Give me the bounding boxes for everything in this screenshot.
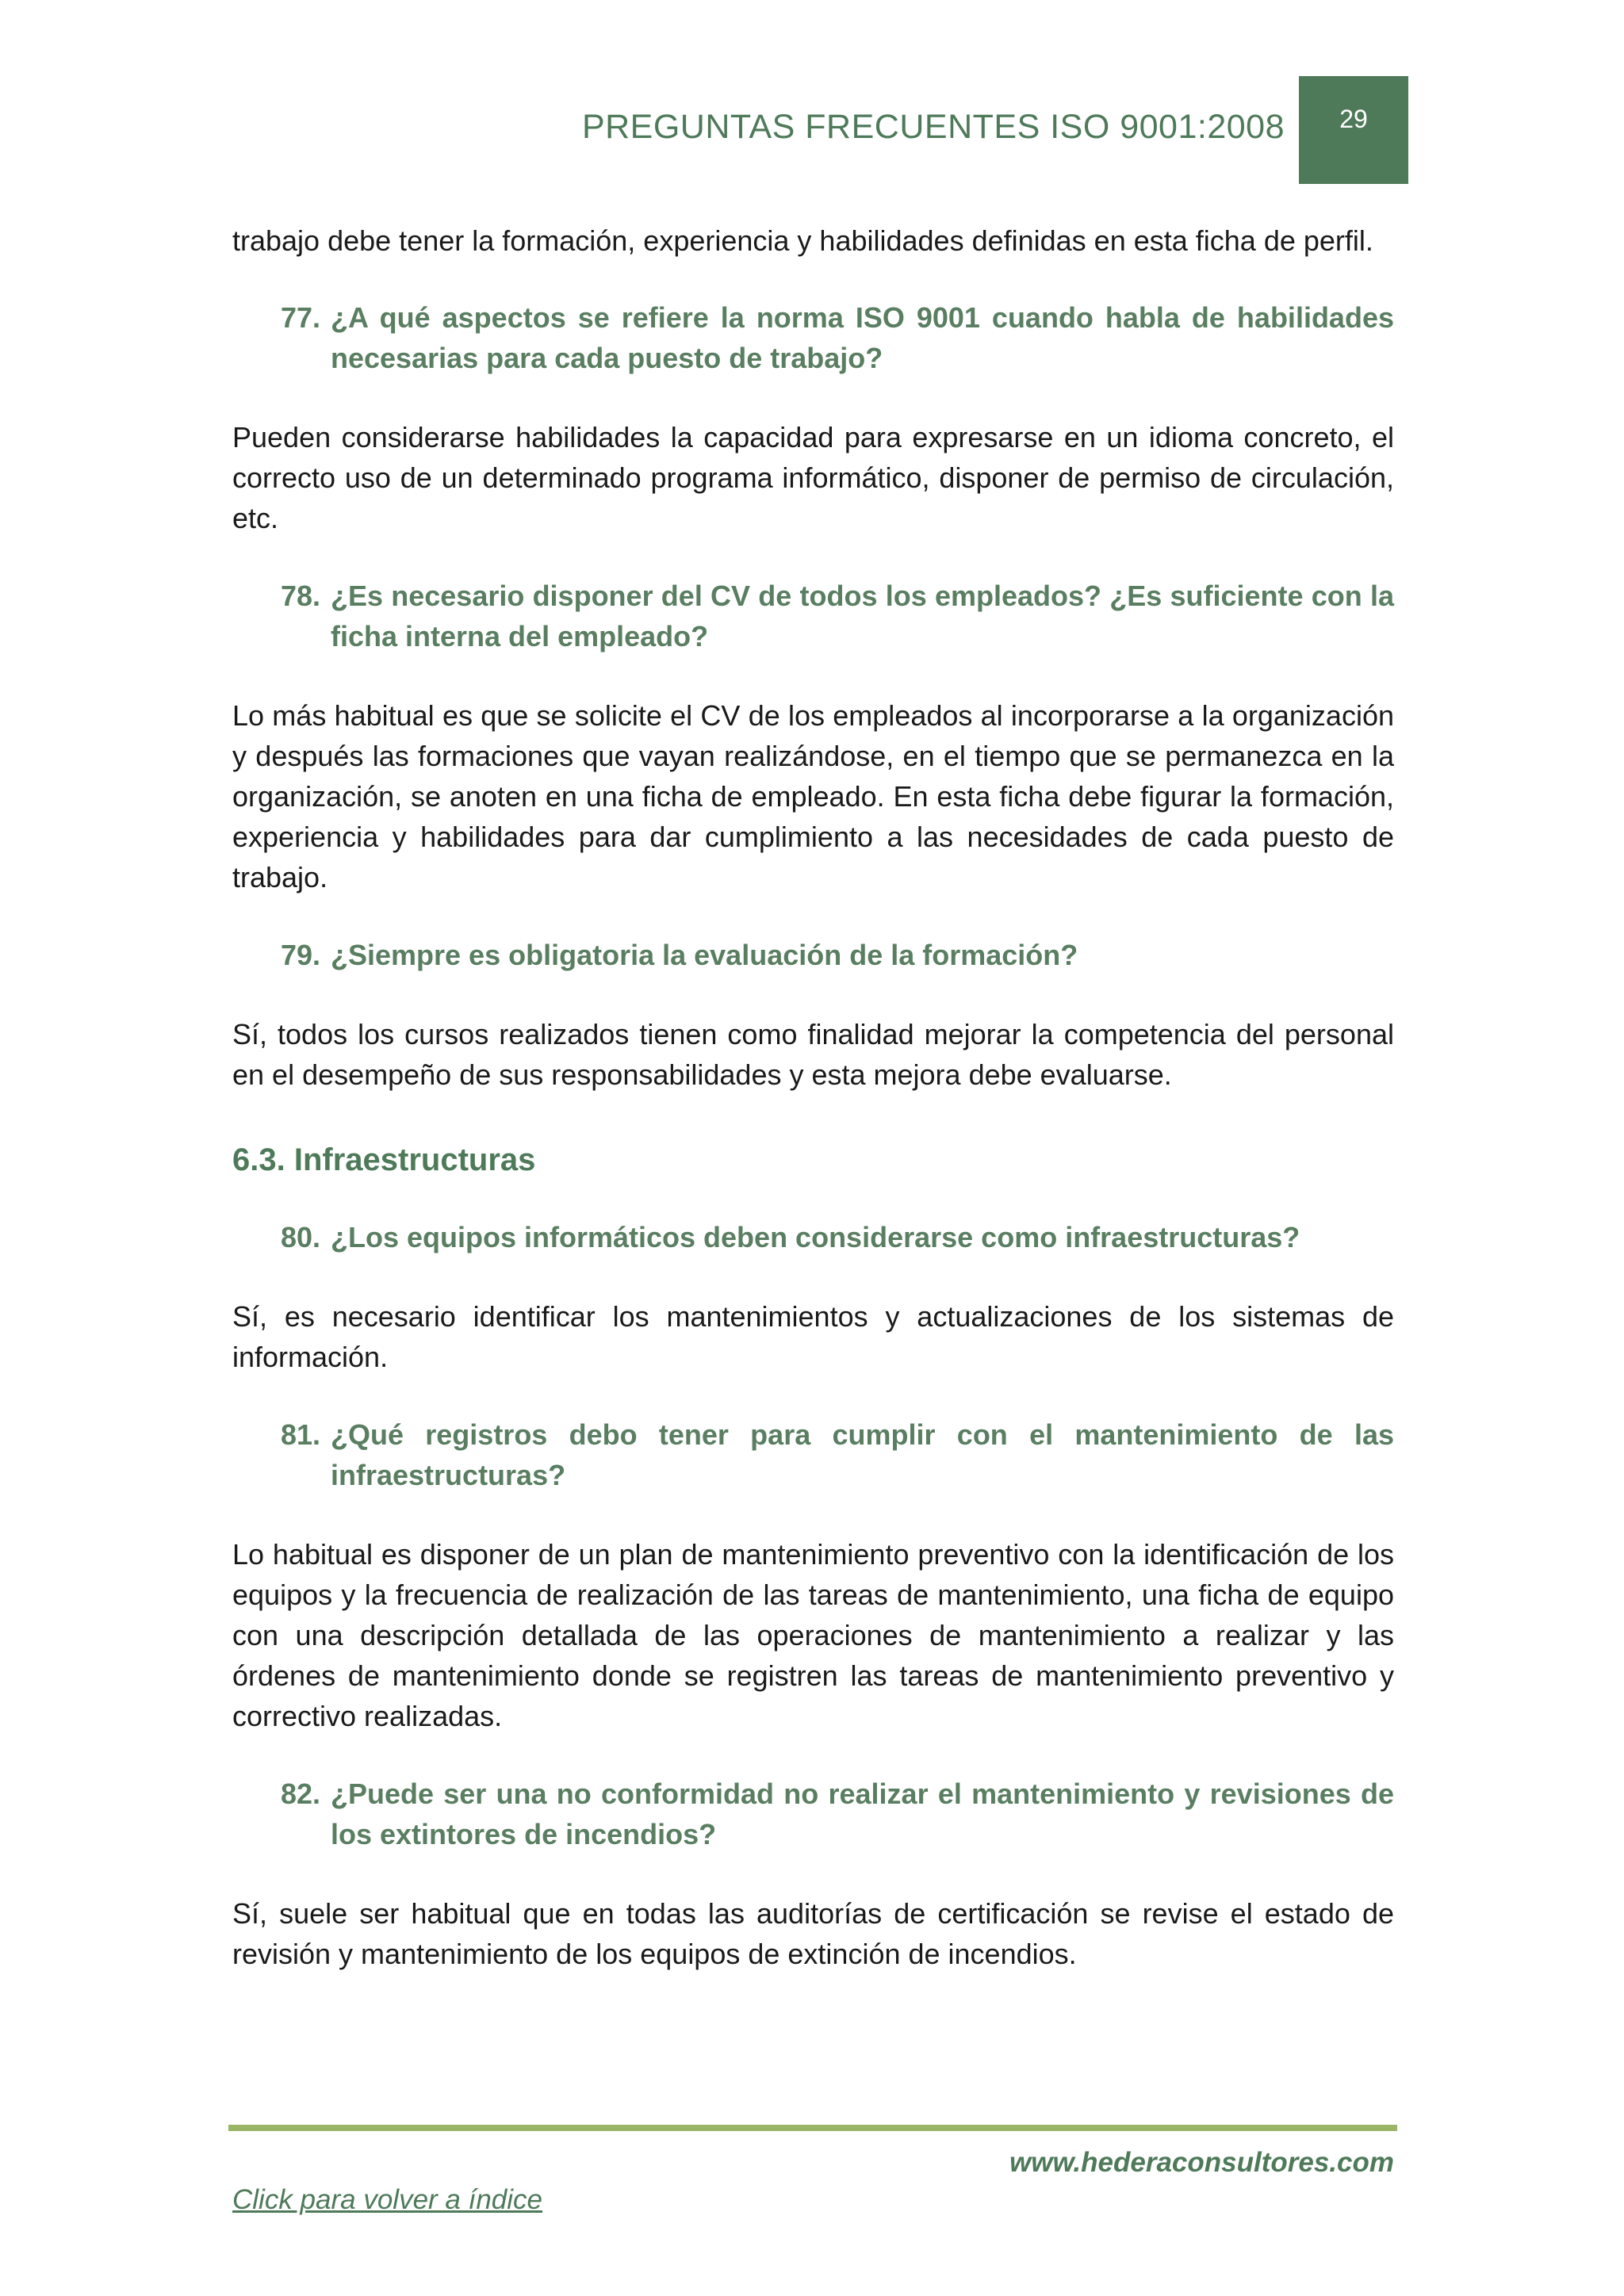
question-text: ¿Qué registros debo tener para cumplir con el mantenimiento de las infraestructuras? [331,1418,1394,1491]
question-number: 77. [281,301,321,334]
page-header [0,76,1624,187]
question-text: ¿Es necesario disponer del CV de todos los empleados? ¿Es suficiente con la ficha interna del empleado? [331,580,1394,652]
intro-paragraph: trabajo debe tener la formación, experiencia y habilidades definidas en esta ficha de perfil. [232,224,1373,257]
footer-website: www.hederaconsultores.com [1009,2147,1394,2178]
question-number: 81. [281,1418,321,1451]
question-text: ¿A qué aspectos se refiere la norma ISO 9001 cuando habla de habilidades necesarias para cada puesto de trabajo? [331,301,1394,374]
question-text: ¿Los equipos informáticos deben considerarse como infraestructuras? [331,1221,1300,1253]
question-text: ¿Siempre es obligatoria la evaluación de la formación? [331,939,1078,971]
question-82 [232,1774,1394,1854]
question-77 [232,297,1394,378]
question-80 [232,1217,1394,1257]
question-81 [232,1414,1394,1495]
section-heading: 6.3. Infraestructuras [232,1142,536,1177]
question-number: 80. [281,1221,321,1253]
question-number: 78. [281,580,321,612]
page-number: 29 [1339,104,1368,133]
answer-78: Lo más habitual es que se solicite el CV de los empleados al incorporarse a la organización y después las formaciones que vayan realizándose, en el tiempo que se permanezca en la organización, se anoten en una ficha de empleado. En esta ficha debe figurar la formación, experiencia y habilidades para dar cumplimiento a las necesidades de cada puesto de trabajo. [232,699,1394,894]
question-78 [232,576,1394,656]
question-79 [232,935,1394,975]
question-number: 82. [281,1777,321,1810]
document-title: PREGUNTAS FRECUENTES ISO 9001:2008 [581,108,1285,146]
footer-divider [228,2125,1397,2131]
answer-82: Sí, suele ser habitual que en todas las auditorías de certificación se revise el estado de revisión y mantenimiento de los equipos de extinción de incendios. [232,1897,1394,1970]
answer-80: Sí, es necesario identificar los mantenimientos y actualizaciones de los sistemas de información. [232,1300,1394,1373]
page-number-badge [1299,76,1408,184]
answer-77: Pueden considerarse habilidades la capacidad para expresarse en un idioma concreto, el correcto uso de un determinado programa informático, disponer de permiso de circulación, etc. [232,421,1394,534]
question-text: ¿Puede ser una no conformidad no realizar el mantenimiento y revisiones de los extintores de incendios? [331,1777,1394,1850]
answer-79: Sí, todos los cursos realizados tienen como finalidad mejorar la competencia del personal en el desempeño de sus responsabilidades y esta mejora debe evaluarse. [232,1018,1394,1091]
page-content [232,220,1394,1974]
back-to-index-link[interactable]: Click para volver a índice [232,2184,542,2215]
answer-81: Lo habitual es disponer de un plan de mantenimiento preventivo con la identificación de los equipos y la frecuencia de realización de las tareas de mantenimiento, una ficha de equipo con una descripción detallada de las operaciones de mantenimiento a realizar y las órdenes de mantenimiento donde se registren las tareas de mantenimiento preventivo y correctivo realizadas. [232,1538,1394,1732]
question-number: 79. [281,939,321,971]
